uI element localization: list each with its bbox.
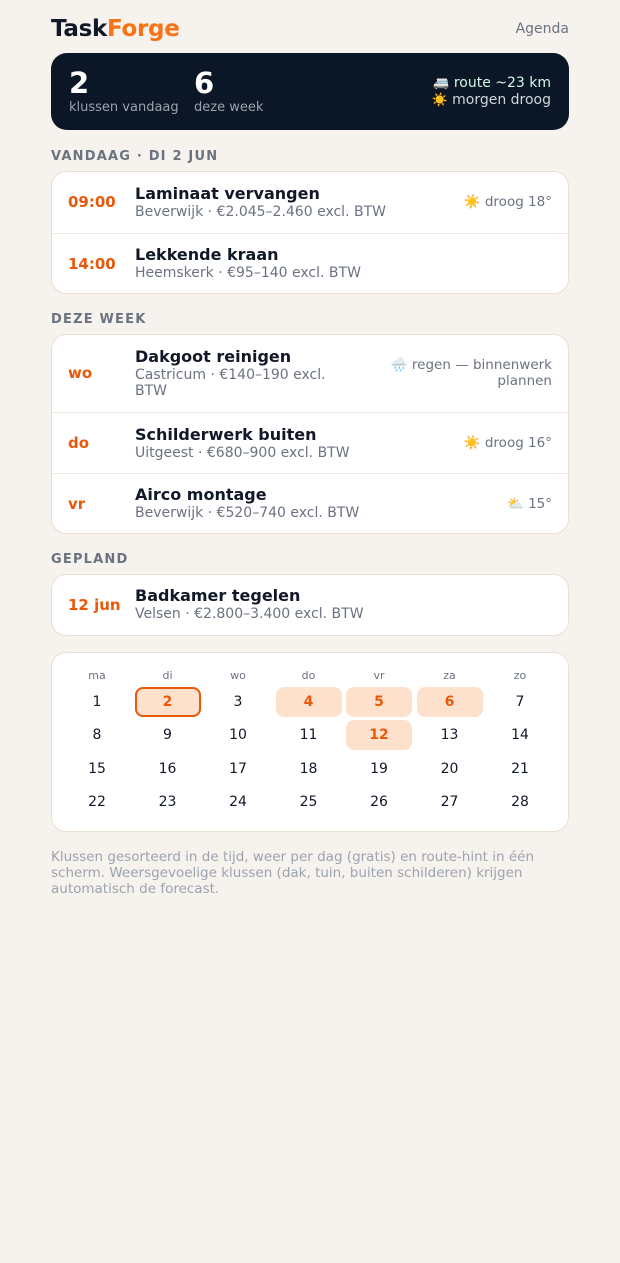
- calendar-day[interactable]: 14: [511, 727, 529, 744]
- calendar-day[interactable]: 7: [515, 694, 525, 710]
- calendar-day[interactable]: 17: [229, 760, 247, 777]
- job-subtitle: Beverwijk · €520–740 excl. BTW: [135, 505, 360, 521]
- weekday-header: wo: [230, 669, 246, 682]
- weather-text: regen — binnenwerk: [411, 357, 552, 373]
- sun-icon: ☀️: [431, 93, 448, 108]
- job-subtitle: Velsen · €2.800–3.400 excl. BTW: [135, 606, 364, 622]
- sun-icon: ☀️: [463, 435, 481, 451]
- job-weather: [507, 496, 552, 512]
- weather-text: droog 18°: [484, 194, 552, 210]
- calendar-day[interactable]: 4: [276, 687, 342, 717]
- calendar-day[interactable]: 8: [92, 727, 102, 744]
- today-count-value: 2: [69, 66, 90, 100]
- today-count-stat: [69, 67, 179, 115]
- job-subtitle: Heemskerk · €95–140 excl. BTW: [135, 265, 361, 281]
- job-row[interactable]: [52, 172, 568, 233]
- job-row[interactable]: [52, 575, 568, 635]
- route-forecast-info: [431, 75, 551, 109]
- forecast-hint: [431, 92, 551, 109]
- top-bar: [51, 14, 569, 44]
- job-time: 14:00: [68, 255, 116, 273]
- weekday-header: zo: [513, 669, 527, 682]
- job-day: vr: [68, 495, 86, 513]
- app-logo[interactable]: [51, 16, 180, 42]
- job-weather: [464, 194, 552, 210]
- job-row[interactable]: [52, 473, 568, 534]
- calendar-day[interactable]: 11: [299, 727, 318, 744]
- section-planned-heading: GEPLAND: [51, 552, 129, 567]
- calendar-day[interactable]: 5: [346, 687, 412, 717]
- calendar-day[interactable]: 12: [346, 720, 412, 750]
- weather-text-line2: plannen: [497, 373, 552, 389]
- calendar-day[interactable]: 6: [417, 687, 483, 717]
- summary-card: [51, 53, 569, 130]
- job-subtitle: Beverwijk · €2.045–2.460 excl. BTW: [135, 204, 386, 220]
- job-row[interactable]: [52, 233, 568, 294]
- agenda-link[interactable]: Agenda: [515, 21, 569, 37]
- job-title: Laminaat vervangen: [135, 184, 320, 203]
- job-title: Airco montage: [135, 485, 267, 504]
- week-jobs-card: [51, 334, 569, 534]
- job-subtitle-line: Castricum · €140–190 excl.: [135, 367, 326, 383]
- job-row[interactable]: [52, 335, 568, 412]
- section-week-heading: DEZE WEEK: [51, 312, 147, 327]
- job-title: Badkamer tegelen: [135, 586, 301, 605]
- weather-text: 15°: [528, 496, 552, 512]
- section-today-heading: VANDAAG · DI 2 JUN: [51, 149, 219, 164]
- calendar-day[interactable]: 22: [88, 793, 106, 810]
- week-count-value: 6: [194, 66, 215, 100]
- calendar-day[interactable]: 1: [92, 694, 102, 710]
- calendar-day[interactable]: 24: [229, 793, 247, 810]
- calendar-day[interactable]: 19: [370, 760, 388, 777]
- job-date: 12 jun: [68, 596, 121, 614]
- route-text: route ~23 km: [453, 75, 551, 91]
- job-subtitle-line: BTW: [135, 383, 167, 399]
- calendar-day[interactable]: 16: [158, 760, 177, 777]
- weekday-header: za: [443, 669, 456, 682]
- calendar-day[interactable]: 23: [158, 793, 177, 810]
- job-subtitle: Uitgeest · €680–900 excl. BTW: [135, 445, 350, 461]
- route-hint[interactable]: [431, 75, 551, 92]
- logo-part-forge: Forge: [107, 16, 180, 42]
- forecast-text: morgen droog: [452, 92, 551, 108]
- calendar-day[interactable]: 15: [88, 760, 106, 777]
- job-weather: [391, 357, 552, 389]
- job-title: Lekkende kraan: [135, 245, 279, 264]
- job-day: wo: [68, 364, 93, 382]
- calendar-day[interactable]: 27: [440, 793, 459, 810]
- calendar-day[interactable]: 18: [299, 760, 318, 777]
- job-title: Schilderwerk buiten: [135, 425, 317, 444]
- calendar-day[interactable]: 28: [511, 793, 529, 810]
- job-time: 09:00: [68, 193, 116, 211]
- weekday-header: ma: [88, 669, 106, 682]
- job-weather: [464, 435, 552, 451]
- job-subtitle: [135, 367, 326, 399]
- calendar-day[interactable]: 10: [229, 727, 247, 744]
- planned-jobs-card: [51, 574, 569, 636]
- today-count-label: klussen vandaag: [69, 100, 179, 115]
- weekday-header: vr: [373, 669, 385, 682]
- calendar-day-today[interactable]: 2: [135, 687, 201, 717]
- weather-text: droog 16°: [484, 435, 552, 451]
- today-jobs-card: [51, 171, 569, 294]
- job-day: do: [68, 434, 90, 452]
- calendar-day[interactable]: 21: [511, 760, 529, 777]
- logo-part-task: Task: [51, 16, 108, 42]
- job-row[interactable]: [52, 412, 568, 473]
- sun-icon: ☀️: [463, 194, 481, 210]
- calendar-day[interactable]: 3: [233, 694, 243, 710]
- job-title: Dakgoot reinigen: [135, 347, 292, 366]
- partly-cloudy-icon: ⛅: [506, 496, 524, 512]
- calendar-day[interactable]: 9: [163, 727, 172, 744]
- calendar-day[interactable]: 25: [299, 793, 318, 810]
- week-count-label: deze week: [194, 100, 264, 115]
- weekday-header: do: [301, 669, 316, 682]
- weekday-header: di: [162, 669, 173, 682]
- van-icon: 🚐: [433, 76, 450, 91]
- footnote-text: Klussen gesorteerd in de tijd, weer per dag (gratis) en route-hint in één scherm. Weersgevoelige klussen (dak, tuin, buiten schilderen) krijgen automatisch de forecast.: [51, 849, 535, 897]
- calendar-day[interactable]: 13: [440, 727, 459, 744]
- week-count-stat: [194, 67, 263, 115]
- rain-icon: 🌧️: [390, 357, 408, 373]
- month-calendar: [51, 652, 569, 832]
- calendar-day[interactable]: 20: [440, 760, 459, 777]
- calendar-day[interactable]: 26: [370, 793, 388, 810]
